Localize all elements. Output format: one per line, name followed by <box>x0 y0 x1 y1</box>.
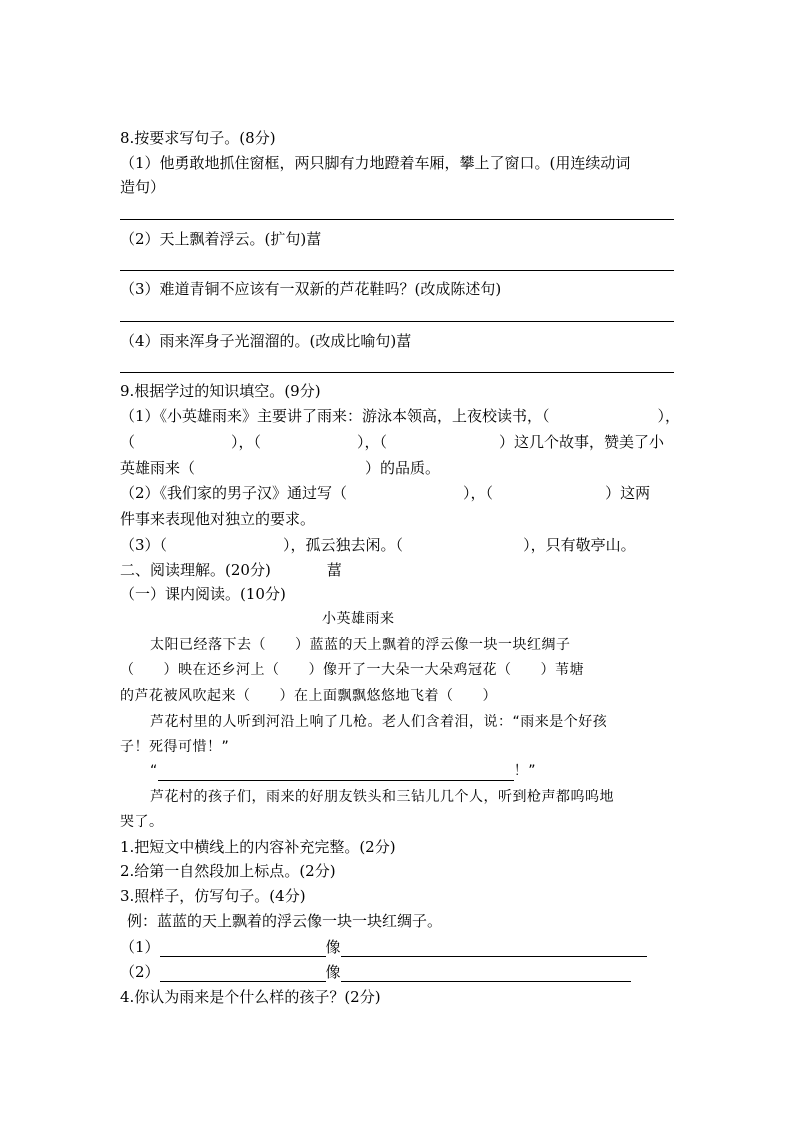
q8-sub1-line1: （1）他勇敢地抓住窗框，两只脚有力地蹬着车厢，攀上了窗口。(用连续动词 <box>120 154 631 172</box>
passage-p2-line1: 芦花村里的人听到河沿上响了几枪。老人们含着泪，说：“雨来是个好孩 <box>150 714 608 730</box>
fill-blank[interactable] <box>341 965 631 982</box>
passage-p1-line1: 太阳已经落下去（ ）蓝蓝的天上飘着的浮云像一块一块红绸子 <box>150 637 571 653</box>
answer-line[interactable] <box>120 219 674 220</box>
q9-line6: （3）（ ），孤云独去闲。（ ），只有敬亭山。 <box>120 536 636 554</box>
stray-mark: 葍 <box>306 230 322 248</box>
q8-title: 8.按要求写句子。(8分) <box>120 129 276 147</box>
q9-title: 9.根据学过的知识填空。(9分) <box>120 382 321 400</box>
passage-title: 小英雄雨来 <box>322 611 395 627</box>
passage-p4-line2: 哭了。 <box>120 814 164 830</box>
passage-p1-line3: 的芦花被风吹起来（ ）在上面飘飘悠悠地飞着（ ） <box>120 688 497 704</box>
passage-p3: “ ！” <box>150 763 537 779</box>
fill-blank[interactable] <box>160 965 326 982</box>
q8-sub3: （3）难道青铜不应该有一双新的芦花鞋吗？(改成陈述句) <box>120 280 502 298</box>
imitation-line-2: （2） 像 <box>120 962 631 982</box>
imitation-line-1: （1） 像 <box>120 937 647 957</box>
part2-subtitle: （一）课内阅读。(10分) <box>120 585 286 603</box>
reading-q1: 1.把短文中横线上的内容补充完整。(2分) <box>120 838 396 856</box>
q8-sub2: （2）天上飘着浮云。(扩句)葍 <box>120 230 322 248</box>
stray-mark: 葍 <box>326 561 342 579</box>
answer-line[interactable] <box>120 321 674 322</box>
q8-sub1-line2: 造句） <box>120 178 166 196</box>
fill-blank[interactable] <box>158 764 514 781</box>
q9-line1: （1）《小英雄雨来》主要讲了雨来：游泳本领高，上夜校读书，（ ）， <box>120 407 681 425</box>
q9-line3: 英雄雨来（ ）的品质。 <box>120 459 441 477</box>
passage-p4-line1: 芦花村的孩子们，雨来的好朋友铁头和三钻儿几个人，听到枪声都呜呜地 <box>150 789 614 805</box>
answer-line[interactable] <box>120 372 674 373</box>
passage-p2-line2: 子！死得可惜！” <box>120 739 230 755</box>
reading-q3: 3.照样子，仿写句子。(4分) <box>120 887 306 905</box>
fill-blank[interactable] <box>160 940 326 957</box>
stray-mark: 葍 <box>396 332 412 350</box>
passage-p1-line2: （ ）映在还乡河上（ ）像开了一大朵一大朵鸡冠花（ ）苇塘 <box>120 662 584 678</box>
reading-q3-example: 例：蓝蓝的天上飘着的浮云像一块一块红绸子。 <box>127 912 443 930</box>
q9-line2: （ ），（ ），（ ）这几个故事，赞美了小 <box>120 433 665 451</box>
reading-q2: 2.给第一自然段加上标点。(2分) <box>120 862 336 880</box>
q8-sub4: （4）雨来浑身子光溜溜的。(改成比喻句)葍 <box>120 332 412 350</box>
q9-line5: 件事来表现他对独立的要求。 <box>120 510 316 528</box>
fill-blank[interactable] <box>341 940 647 957</box>
reading-q4: 4.你认为雨来是个什么样的孩子？(2分) <box>120 988 381 1006</box>
q9-line4: （2）《我们家的男子汉》通过写（ ），（ ）这两 <box>120 484 651 502</box>
answer-line[interactable] <box>120 270 674 271</box>
part2-title: 二、阅读理解。(20分) 葍 <box>120 561 342 579</box>
